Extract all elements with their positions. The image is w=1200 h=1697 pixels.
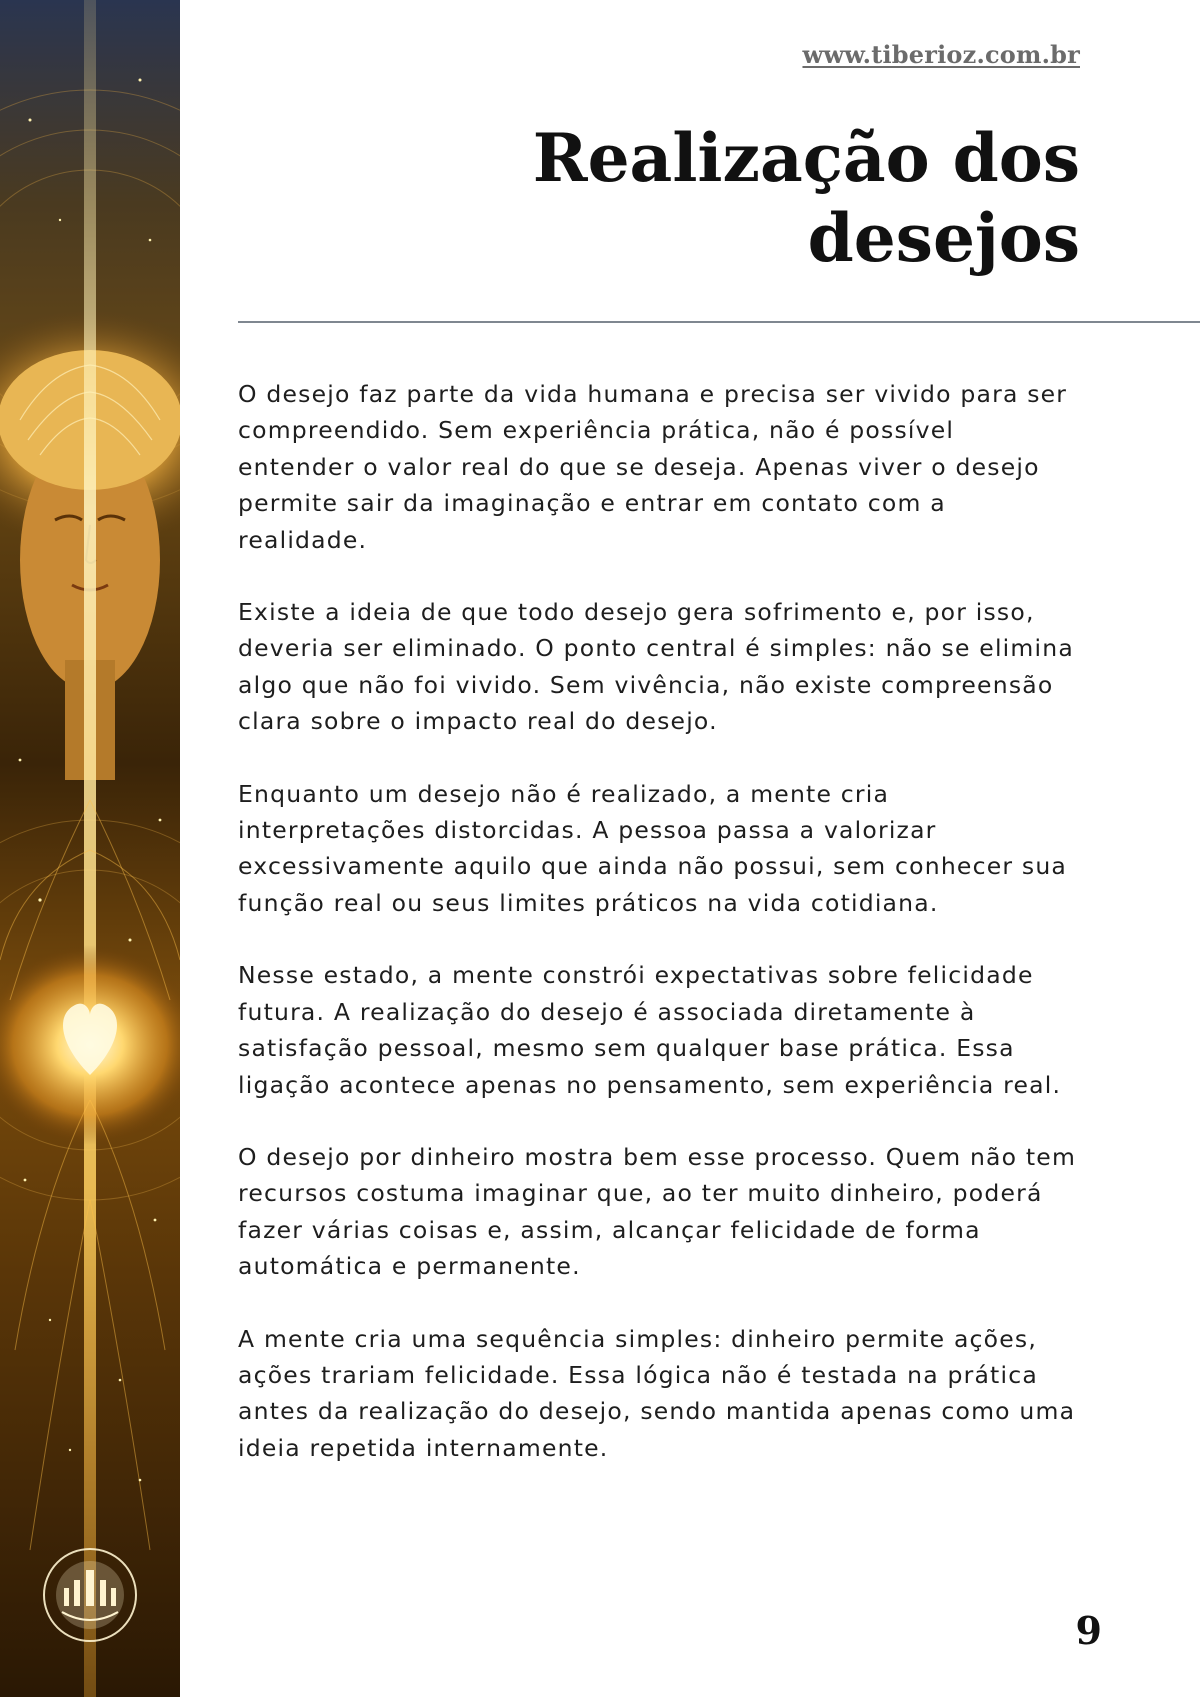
paragraph: A mente cria uma sequência simples: dinheiro permite ações, ações trariam felicidade. Essa lógica não é testada na prática antes da realização do desejo, sendo mantida apenas como uma ideia repetida internamente. [238, 1324, 1076, 1462]
body-text [238, 376, 1078, 1502]
decorative-side-image [0, 0, 180, 1697]
title-divider [238, 321, 1200, 323]
paragraph: O desejo por dinheiro mostra bem esse processo. Quem não tem recursos costuma imaginar que, ao ter muito dinheiro, poderá fazer várias coisas e, assim, alcançar felicidade de forma automática e permanente. [238, 1142, 1077, 1281]
paragraph: Nesse estado, a mente constrói expectativas sobre felicidade futura. A realização do desejo é associada diretamente à satisfação pessoal, mesmo sem qualquer base prática. Essa ligação acontece apenas no pensamento, sem experiência real. [238, 961, 1062, 1099]
paragraph: Enquanto um desejo não é realizado, a mente cria interpretações distorcidas. A pessoa passa a valorizar excessivamente aquilo que ainda não possui, sem conhecer sua função real ou seus limites práticos na vida cotidiana. [238, 779, 1068, 917]
paragraph: O desejo faz parte da vida humana e precisa ser vivido para ser compreendido. Sem experiência prática, não é possível entender o valor real do que se deseja. Apenas viver o desejo permite sair da imaginação e entrar em contato com a realidade. [238, 380, 1068, 554]
website-link[interactable]: www.tiberioz.com.br [802, 40, 1080, 69]
page-title [440, 118, 1080, 278]
brand-logo [44, 1549, 136, 1641]
page-title-line-1: Realização dos [532, 119, 1080, 197]
page-title-line-2: desejos [807, 199, 1080, 277]
page-number: 9 [1075, 1608, 1102, 1653]
paragraph: Existe a ideia de que todo desejo gera sofrimento e, por isso, deveria ser eliminado. O ponto central é simples: não se elimina algo que não foi vivido. Sem vivência, não existe compreensão clara sobre o impacto real do desejo. [238, 598, 1074, 736]
